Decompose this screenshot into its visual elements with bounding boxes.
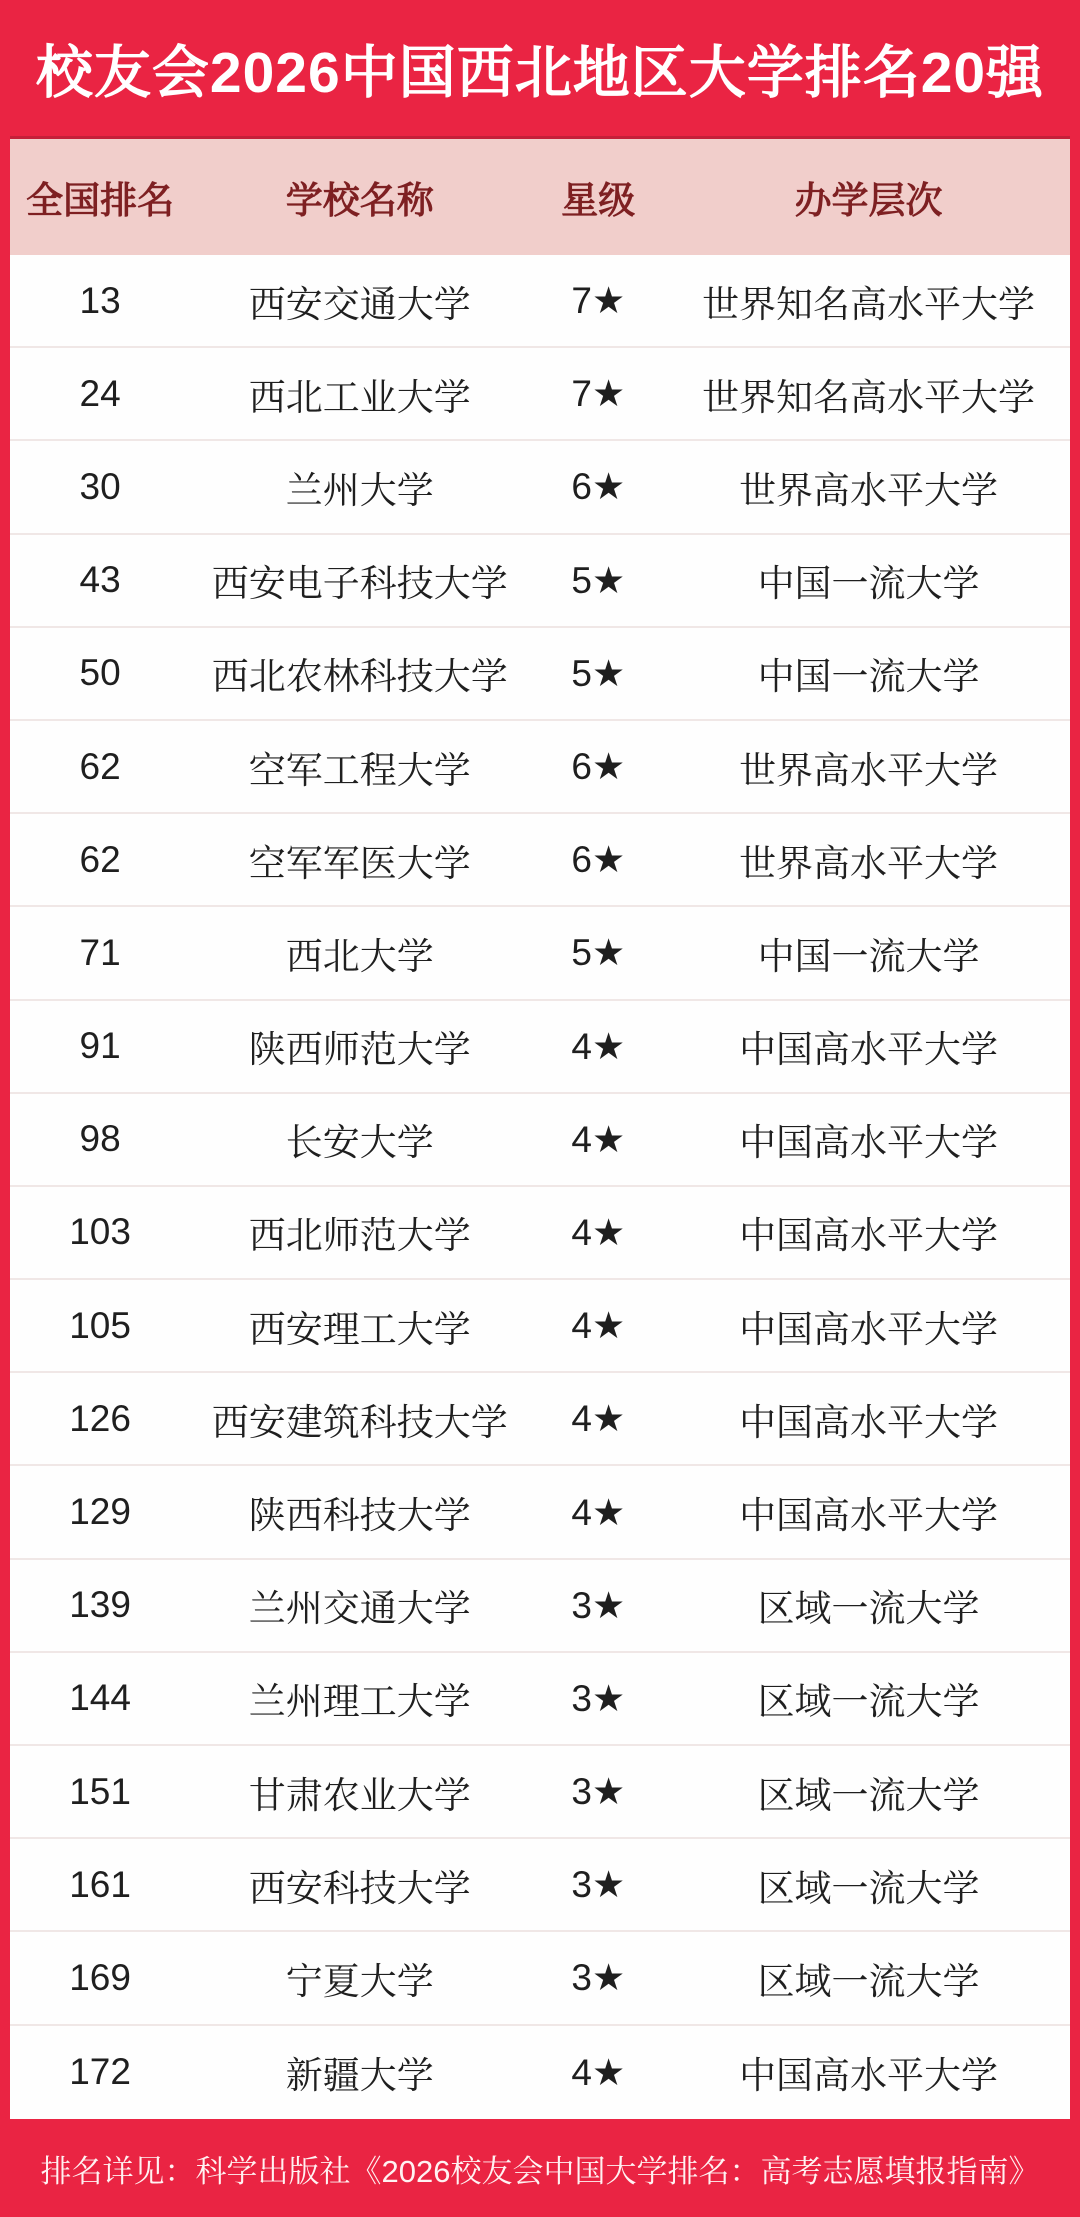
school-level-cell: 世界高水平大学 bbox=[739, 749, 999, 791]
table-row bbox=[10, 348, 1070, 441]
school-name-cell: 陕西师范大学 bbox=[248, 1029, 471, 1071]
school-name-cell: 兰州理工大学 bbox=[248, 1681, 471, 1723]
column-header-school-level: 办学层次 bbox=[794, 180, 943, 221]
school-name-cell: 空军军医大学 bbox=[248, 842, 471, 884]
star-rating-cell: 7★ bbox=[571, 280, 626, 322]
school-level-cell: 中国一流大学 bbox=[757, 935, 980, 977]
school-name-cell: 西安理工大学 bbox=[248, 1308, 471, 1350]
star-rating-cell: 5★ bbox=[571, 932, 626, 974]
school-level-cell: 中国高水平大学 bbox=[739, 1215, 999, 1257]
school-level-cell: 中国高水平大学 bbox=[739, 2055, 999, 2097]
star-rating-cell: 4★ bbox=[571, 1305, 626, 1347]
school-level-cell: 中国高水平大学 bbox=[739, 1401, 999, 1443]
star-rating-cell: 3★ bbox=[571, 1957, 626, 1999]
school-level-cell: 区域一流大学 bbox=[757, 1867, 980, 1909]
column-header-star-rating: 星级 bbox=[561, 180, 636, 221]
rank-cell: 103 bbox=[69, 1211, 131, 1253]
rank-cell: 144 bbox=[69, 1677, 131, 1719]
school-name-cell: 长安大学 bbox=[285, 1122, 434, 1164]
school-name-cell: 西安科技大学 bbox=[248, 1867, 471, 1909]
table-row bbox=[10, 1746, 1070, 1839]
rank-cell: 126 bbox=[69, 1397, 131, 1439]
table-row bbox=[10, 721, 1070, 814]
rank-cell: 139 bbox=[69, 1584, 131, 1626]
school-name-cell: 西安建筑科技大学 bbox=[211, 1401, 508, 1443]
table-row bbox=[10, 2026, 1070, 2119]
school-level-cell: 区域一流大学 bbox=[757, 1681, 980, 1723]
table-row bbox=[10, 1653, 1070, 1746]
rank-cell: 71 bbox=[79, 931, 121, 973]
table-row bbox=[10, 907, 1070, 1000]
school-level-cell: 区域一流大学 bbox=[757, 1960, 980, 2002]
star-rating-cell: 3★ bbox=[571, 1864, 626, 1906]
rank-cell: 172 bbox=[69, 2051, 131, 2093]
column-header-national-rank: 全国排名 bbox=[26, 180, 175, 221]
rank-cell: 62 bbox=[79, 745, 121, 787]
school-name-cell: 甘肃农业大学 bbox=[248, 1774, 471, 1816]
footer-note: 排名详见：科学出版社《2026校友会中国大学排名：高考志愿填报指南》 bbox=[40, 2153, 1040, 2189]
rank-cell: 30 bbox=[79, 465, 121, 507]
school-name-cell: 新疆大学 bbox=[285, 2055, 434, 2097]
star-rating-cell: 6★ bbox=[571, 839, 626, 881]
rank-cell: 50 bbox=[79, 652, 121, 694]
rank-cell: 43 bbox=[79, 559, 121, 601]
table-row bbox=[10, 1280, 1070, 1373]
table-row bbox=[10, 1466, 1070, 1559]
rank-cell: 105 bbox=[69, 1304, 131, 1346]
star-rating-cell: 3★ bbox=[571, 1584, 626, 1626]
table-header-row bbox=[10, 136, 1070, 255]
table-row bbox=[10, 1932, 1070, 2025]
star-rating-cell: 5★ bbox=[571, 652, 626, 694]
table-row bbox=[10, 535, 1070, 628]
table-row bbox=[10, 1560, 1070, 1653]
school-name-cell: 兰州交通大学 bbox=[248, 1588, 471, 1630]
rank-cell: 151 bbox=[69, 1770, 131, 1812]
table-row bbox=[10, 1839, 1070, 1932]
star-rating-cell: 3★ bbox=[571, 1677, 626, 1719]
rank-cell: 62 bbox=[79, 838, 121, 880]
school-name-cell: 西北农林科技大学 bbox=[211, 656, 508, 698]
school-level-cell: 中国高水平大学 bbox=[739, 1029, 999, 1071]
table-row bbox=[10, 1187, 1070, 1280]
rank-cell: 161 bbox=[69, 1863, 131, 1905]
table-row bbox=[10, 255, 1070, 348]
school-name-cell: 西北工业大学 bbox=[248, 376, 471, 418]
school-name-cell: 西安交通大学 bbox=[248, 283, 471, 325]
school-level-cell: 中国高水平大学 bbox=[739, 1122, 999, 1164]
school-name-cell: 陕西科技大学 bbox=[248, 1495, 471, 1537]
table-body bbox=[10, 255, 1070, 2119]
star-rating-cell: 6★ bbox=[571, 466, 626, 508]
rank-cell: 24 bbox=[79, 372, 121, 414]
school-level-cell: 中国一流大学 bbox=[757, 656, 980, 698]
star-rating-cell: 5★ bbox=[571, 559, 626, 601]
ranking-table bbox=[10, 136, 1070, 2119]
school-name-cell: 宁夏大学 bbox=[285, 1960, 434, 2002]
school-level-cell: 中国高水平大学 bbox=[739, 1495, 999, 1537]
school-name-cell: 西安电子科技大学 bbox=[211, 563, 508, 605]
school-level-cell: 中国一流大学 bbox=[757, 563, 980, 605]
rank-cell: 98 bbox=[79, 1118, 121, 1160]
school-level-cell: 世界知名高水平大学 bbox=[702, 376, 1036, 418]
title-banner bbox=[0, 0, 1080, 136]
column-header-school-name: 学校名称 bbox=[285, 180, 434, 221]
star-rating-cell: 4★ bbox=[571, 1491, 626, 1533]
rank-cell: 129 bbox=[69, 1491, 131, 1533]
star-rating-cell: 4★ bbox=[571, 1118, 626, 1160]
rank-cell: 91 bbox=[79, 1025, 121, 1067]
table-row bbox=[10, 628, 1070, 721]
school-name-cell: 兰州大学 bbox=[285, 469, 434, 511]
star-rating-cell: 3★ bbox=[571, 1771, 626, 1813]
page-title: 校友会2026中国西北地区大学排名20强 bbox=[35, 41, 1045, 105]
table-row bbox=[10, 1373, 1070, 1466]
star-rating-cell: 6★ bbox=[571, 746, 626, 788]
rank-cell: 169 bbox=[69, 1956, 131, 1998]
school-name-cell: 西北师范大学 bbox=[248, 1215, 471, 1257]
table-row bbox=[10, 441, 1070, 534]
table-row bbox=[10, 1001, 1070, 1094]
school-level-cell: 区域一流大学 bbox=[757, 1774, 980, 1816]
star-rating-cell: 7★ bbox=[571, 373, 626, 415]
school-level-cell: 区域一流大学 bbox=[757, 1588, 980, 1630]
school-name-cell: 空军工程大学 bbox=[248, 749, 471, 791]
star-rating-cell: 4★ bbox=[571, 1211, 626, 1253]
table-row bbox=[10, 1094, 1070, 1187]
star-rating-cell: 4★ bbox=[571, 2051, 626, 2093]
school-level-cell: 世界高水平大学 bbox=[739, 842, 999, 884]
rank-cell: 13 bbox=[79, 279, 121, 321]
star-rating-cell: 4★ bbox=[571, 1398, 626, 1440]
school-name-cell: 西北大学 bbox=[285, 935, 434, 977]
star-rating-cell: 4★ bbox=[571, 1025, 626, 1067]
school-level-cell: 中国高水平大学 bbox=[739, 1308, 999, 1350]
table-row bbox=[10, 814, 1070, 907]
school-level-cell: 世界知名高水平大学 bbox=[702, 283, 1036, 325]
school-level-cell: 世界高水平大学 bbox=[739, 469, 999, 511]
footer-banner bbox=[0, 2119, 1080, 2217]
